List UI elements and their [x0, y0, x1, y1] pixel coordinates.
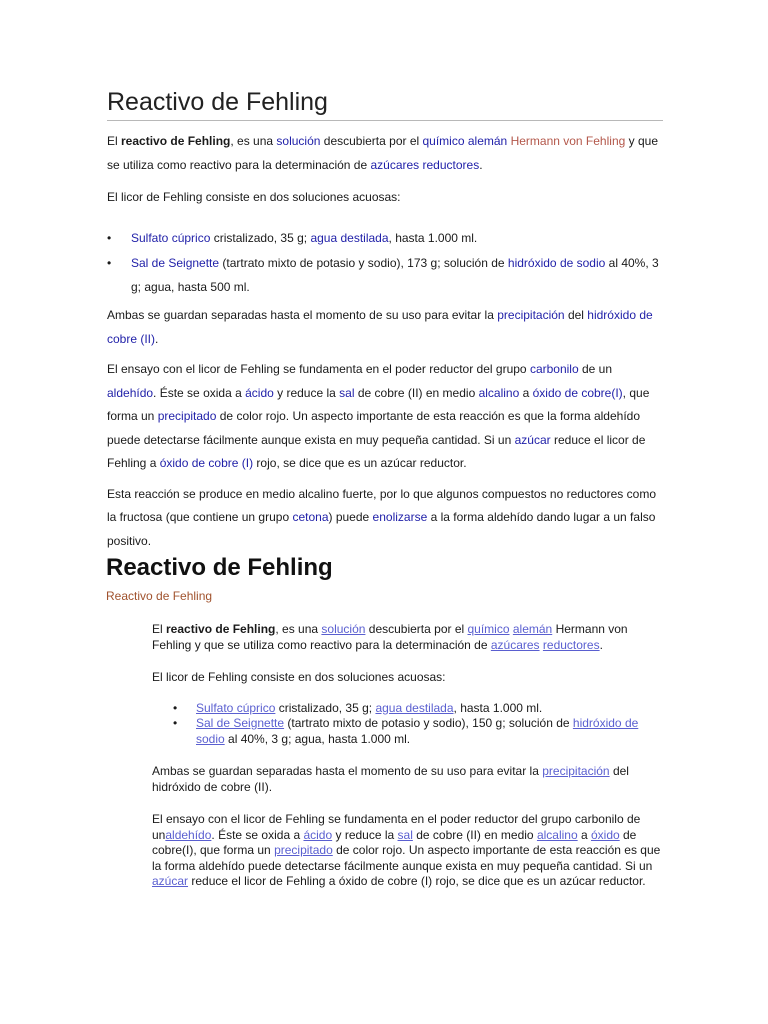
link-acido[interactable]: ácido — [303, 827, 333, 842]
text: del hidróxido de cobre (II). — [152, 764, 629, 794]
text: Hermann von Fehling y que se utiliza como reactivo para la determinación de — [152, 622, 628, 652]
text: de un — [578, 362, 613, 376]
link-hidroxido-de-cobre[interactable]: hidróxido de cobre (II) — [107, 308, 653, 346]
text: al 40%, 3 g; agua, hasta 500 ml. — [131, 256, 659, 294]
text: de cobre(I), que forma un — [152, 827, 637, 857]
text: de color rojo. Un aspecto importante de esta reacción es que la forma aldehído puede detectarse fácilmente aunque exista en muy pequeña cantidad. Si un — [152, 843, 661, 873]
text: cristalizado, 35 g; — [210, 230, 311, 245]
text: Esta reacción se produce en medio alcalino fuerte, por lo que algunos compuestos no reductores como la fructosa (que contiene un grupo — [107, 486, 656, 524]
text: de cobre (II) en medio — [354, 385, 479, 400]
link-solucion[interactable]: solución — [321, 622, 366, 636]
link-agua-destilada[interactable]: agua destilada — [310, 230, 389, 245]
article-section-1 — [107, 88, 663, 553]
link-precipitacion[interactable]: precipitación — [542, 764, 610, 778]
bullet-icon: • — [107, 230, 112, 245]
bullet-icon: • — [107, 256, 112, 270]
text: descubierta por el — [320, 134, 423, 148]
link-solucion[interactable]: solución — [276, 134, 321, 148]
paragraph — [107, 304, 663, 351]
link-oxido-de-cobre-i-2[interactable]: óxido de cobre (I) — [159, 456, 254, 470]
link-agua-destilada[interactable]: agua destilada — [375, 700, 454, 715]
text: a la forma aldehído dando lugar a un falso positivo. — [107, 510, 656, 548]
text: al 40%, 3 g; agua, hasta 1.000 ml. — [224, 731, 411, 746]
link-hidroxido-de-sodio[interactable]: hidróxido de sodio — [196, 716, 639, 746]
link-sulfato-cuprico[interactable]: Sulfato cúprico — [131, 230, 211, 245]
text: y reduce la — [332, 827, 398, 842]
text: a — [519, 385, 533, 400]
text: de cobre (II) en medio — [412, 827, 537, 842]
text: , hasta 1.000 ml. — [453, 700, 543, 715]
link-oxido-de-cobre-i[interactable]: óxido de cobre(I) — [532, 385, 623, 400]
paragraph: El licor de Fehling consiste en dos soluciones acuosas: — [152, 670, 446, 684]
bullet-icon: • — [173, 716, 178, 730]
paragraph — [152, 764, 666, 795]
text: (tartrato mixto de potasio y sodio), 173 g; solución de — [219, 256, 508, 270]
text: , es una — [275, 622, 322, 636]
link-aleman[interactable]: alemán — [512, 622, 553, 636]
text: . — [155, 331, 159, 346]
text: y reduce la — [273, 385, 340, 400]
paragraph — [152, 812, 666, 890]
link-azucares-reductores[interactable]: azúcares reductores — [370, 157, 480, 172]
text: descubierta por el — [365, 622, 468, 636]
bold-term: reactivo de Fehling — [121, 134, 231, 148]
list-item — [107, 252, 663, 299]
solutions-list — [107, 227, 663, 300]
text: Ambas se guardan separadas hasta el momento de su uso para evitar la — [152, 764, 543, 778]
link-aldehido[interactable]: aldehído — [165, 827, 212, 842]
text: , es una — [230, 134, 277, 148]
text: reduce el licor de Fehling a óxido de cobre (I) rojo, se dice que es un azúcar reductor. — [188, 874, 646, 888]
link-hermann-von-fehling[interactable]: Hermann von Fehling — [510, 134, 626, 148]
link-sal[interactable]: sal — [397, 827, 413, 842]
link-alcalino[interactable]: alcalino — [536, 827, 578, 842]
text: (tartrato mixto de potasio y sodio), 150 g; solución de — [284, 716, 573, 730]
text: El ensayo con el licor de Fehling se fundamenta en el poder reductor del grupo — [107, 362, 530, 376]
text: ) puede — [328, 510, 373, 524]
paragraph — [107, 358, 663, 476]
link-aldehido[interactable]: aldehído — [107, 385, 154, 400]
text: . Éste se oxida a — [211, 827, 304, 842]
text: . Éste se oxida a — [153, 385, 246, 400]
link-alcalino[interactable]: alcalino — [478, 385, 520, 400]
link-cetona[interactable]: cetona — [292, 510, 329, 524]
page-title: Reactivo de Fehling — [107, 88, 663, 121]
section-subtitle: Reactivo de Fehling — [106, 589, 213, 603]
text: El ensayo con el licor de Fehling se fundamenta en el poder reductor del grupo carbonilo de un — [152, 812, 641, 842]
text: y que se utiliza como reactivo para la determinación de — [107, 134, 658, 172]
link-sal[interactable]: sal — [339, 385, 355, 400]
bullet-icon: • — [173, 700, 178, 715]
link-azucar[interactable]: azúcar — [514, 432, 551, 447]
text: reduce el licor de Fehling a — [107, 432, 646, 470]
section-heading: Reactivo de Fehling — [106, 554, 333, 581]
text: El — [107, 134, 122, 148]
link-azucares[interactable]: azúcares — [490, 637, 540, 652]
bold-term: reactivo de Fehling — [166, 622, 276, 636]
indented-body — [152, 622, 666, 890]
text: El — [152, 622, 167, 636]
link-reductores[interactable]: reductores — [542, 637, 600, 652]
paragraph: El licor de Fehling consiste en dos soluciones acuosas: — [107, 190, 401, 204]
link-azucar[interactable]: azúcar — [152, 874, 189, 888]
link-quimico[interactable]: químico — [467, 622, 510, 636]
intro-paragraph — [152, 622, 666, 653]
text: cristalizado, 35 g; — [275, 700, 376, 715]
list-item — [107, 227, 663, 251]
link-precipitado[interactable]: precipitado — [157, 409, 217, 423]
link-sulfato-cuprico[interactable]: Sulfato cúprico — [196, 700, 276, 715]
article-section-2 — [106, 554, 666, 890]
text: Ambas se guardan separadas hasta el momento de su uso para evitar la — [107, 308, 498, 322]
text: rojo, se dice que es un azúcar reductor. — [253, 456, 467, 470]
solutions-list — [152, 701, 666, 748]
paragraph — [107, 483, 663, 554]
text: del — [564, 308, 588, 322]
text: a — [577, 827, 591, 842]
link-sal-de-seignette[interactable]: Sal de Seignette — [196, 716, 285, 730]
text: de color rojo. Un aspecto importante de esta reacción es que la forma aldehído puede detectarse fácilmente aunque exista en muy pequeña cantidad. Si un — [107, 409, 641, 447]
link-hidroxido-de-sodio[interactable]: hidróxido de sodio — [507, 256, 606, 270]
list-item — [152, 716, 666, 747]
link-oxido[interactable]: óxido — [590, 827, 620, 842]
link-quimico-aleman[interactable]: químico alemán — [422, 134, 508, 148]
text: . — [479, 157, 483, 172]
link-acido[interactable]: ácido — [245, 385, 274, 400]
link-precipitado[interactable]: precipitado — [274, 843, 333, 857]
text: . — [599, 637, 603, 652]
link-enolizarse[interactable]: enolizarse — [372, 510, 428, 524]
link-precipitacion[interactable]: precipitación — [497, 308, 565, 322]
intro-paragraph — [107, 130, 663, 177]
text: , que forma un — [107, 385, 650, 423]
list-item — [152, 701, 666, 717]
text: , hasta 1.000 ml. — [388, 230, 478, 245]
link-sal-de-seignette[interactable]: Sal de Seignette — [131, 256, 220, 270]
link-carbonilo[interactable]: carbonilo — [529, 362, 579, 376]
